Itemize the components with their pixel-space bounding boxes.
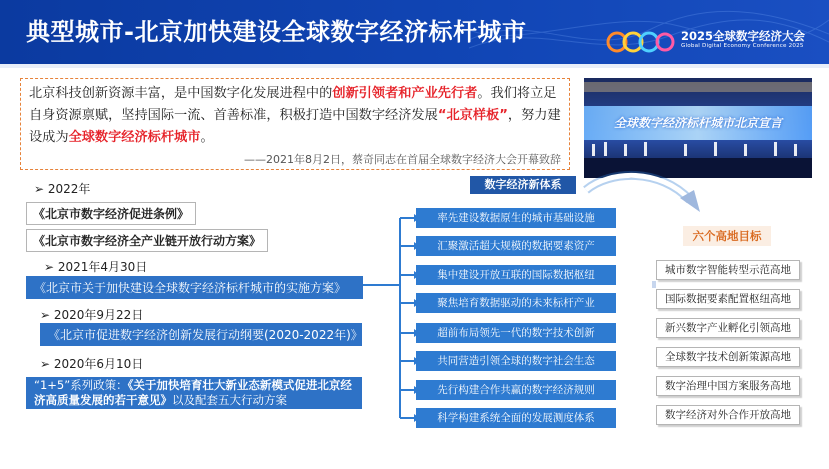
- goal-item: 国际数据要素配置枢纽高地: [656, 289, 800, 309]
- system-item: 共同营造引领全球的数字社会生态: [416, 351, 616, 371]
- policy-document: 《北京市促进数字经济创新发展行动纲要(2020-2022年)》: [40, 323, 362, 346]
- goal-item: 新兴数字产业孵化引领高地: [656, 318, 800, 338]
- system-item: 率先建设数据原生的城市基础设施: [416, 208, 616, 228]
- conference-name-en: Global Digital Economy Conference 2025: [681, 43, 804, 49]
- quote-text: 北京科技创新资源丰富，是中国数字化发展进程中的创新引领者和产业先行者。我们将立足自身资源禀赋，坚持国际一流、首善标准，积极打造中国数字经济发展“北京样板”，努力建设成为全球数字经济标杆城市。: [29, 86, 561, 145]
- system-item: 超前布局领先一代的数字技术创新: [416, 323, 616, 343]
- system-label: 数字经济新体系: [470, 176, 576, 194]
- policy-title: 《关于加快培育壮大新业态新模式促进北京经济高质量发展的若干意见》: [34, 378, 352, 407]
- policy-series-box: [26, 377, 362, 409]
- timeline-year: ➢ 2020年9月22日: [40, 308, 144, 322]
- timeline-year: ➢ 2020年6月10日: [40, 357, 144, 371]
- system-item: 先行构建合作共赢的数字经济规则: [416, 380, 616, 400]
- policy-document: 《北京市关于加快建设全球数字经济标杆城市的实施方案》: [26, 276, 363, 299]
- goal-item: 数字治理中国方案服务高地: [656, 376, 800, 396]
- policy-document: 《北京市数字经济全产业链开放行动方案》: [26, 229, 268, 252]
- conference-name: 2025全球数字经济大会: [681, 29, 806, 43]
- quote-highlight: 全球数字经济标杆城市: [68, 130, 201, 145]
- quote-source: ——2021年8月2日，蔡奇同志在首届全球数字经济大会开幕致辞: [244, 153, 561, 166]
- timeline-year: ➢ 2021年4月30日: [44, 260, 148, 274]
- policy-prefix: “1+5”系列政策：: [34, 378, 128, 392]
- system-item: 汇聚激活超大规模的数据要素资产: [416, 236, 616, 256]
- photo-caption: 全球数字经济标杆城市北京宣言: [613, 116, 782, 130]
- quote-highlight: “北京样板”: [437, 108, 508, 123]
- goal-item: 全球数字技术创新策源高地: [656, 347, 800, 367]
- policy-suffix: 以及配套五大行动方案: [172, 393, 287, 407]
- system-item: 聚焦培育数据驱动的未来标杆产业: [416, 293, 616, 313]
- system-item: 集中建设开放互联的国际数据枢纽: [416, 265, 616, 285]
- goals-label: 六个高地目标: [683, 226, 771, 246]
- system-item: 科学构建系统全面的发展测度体系: [416, 408, 616, 428]
- goal-item: 数字经济对外合作开放高地: [656, 405, 800, 425]
- goal-item: 城市数字智能转型示范高地: [656, 260, 800, 280]
- quote-highlight: 创新引领者和产业先行者: [332, 86, 478, 101]
- policy-document: 《北京市数字经济促进条例》: [26, 202, 196, 225]
- timeline-year: ➢ 2022年: [34, 182, 91, 196]
- page-title: 典型城市-北京加快建设全球数字经济标杆城市: [26, 18, 527, 46]
